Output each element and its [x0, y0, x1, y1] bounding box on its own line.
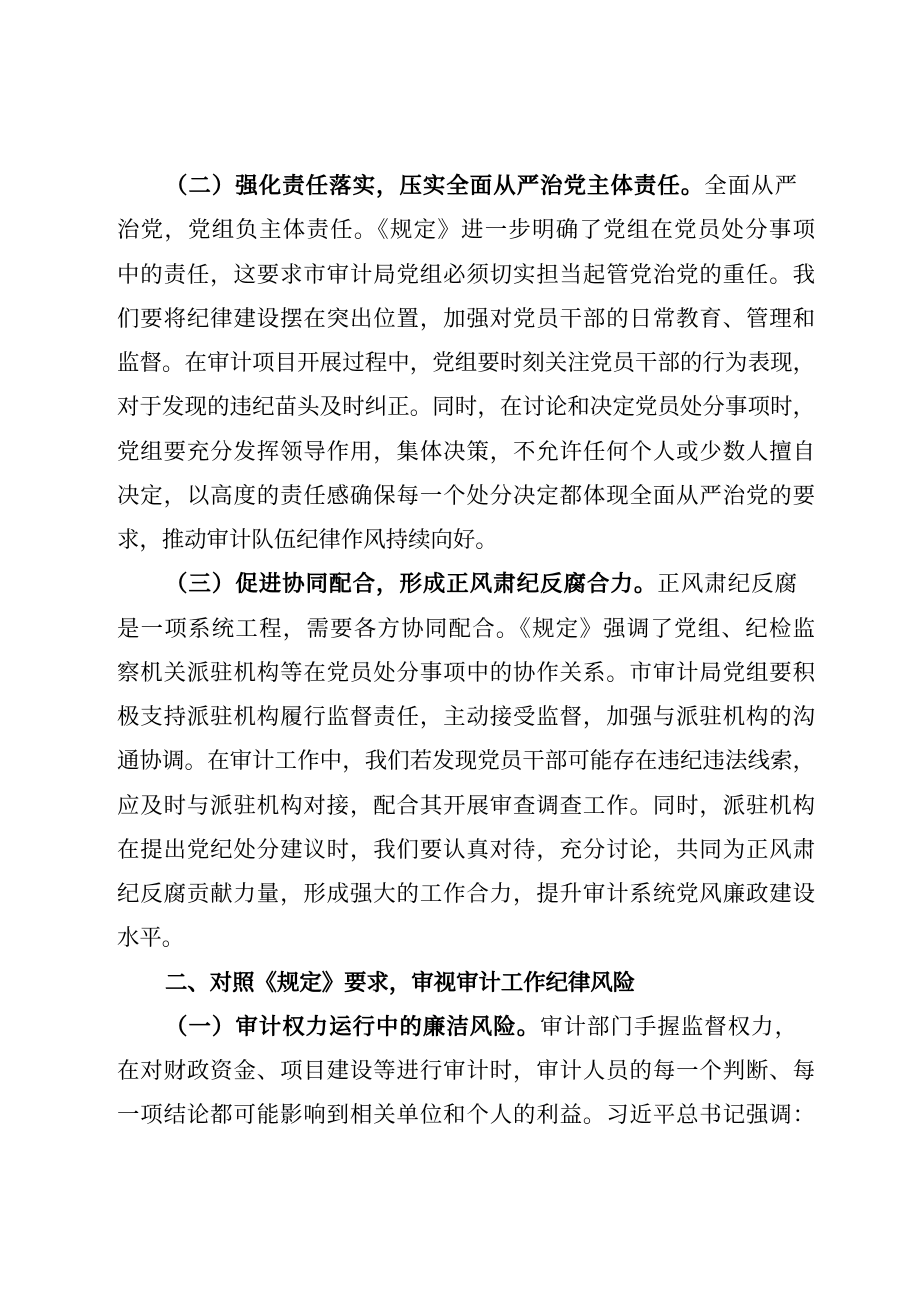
paragraph-line [117, 1049, 815, 1093]
paragraph-line [117, 430, 815, 474]
paragraph-line [117, 208, 815, 252]
line-text: 对于发现的违纪苗头及时纠正。同时，在讨论和决定党员处分事项时， [117, 394, 815, 420]
line-text: 治党，党组负主体责任。《规定》进一步明确了党组在党员处分事项 [117, 217, 815, 243]
paragraph-line [117, 651, 815, 695]
paragraph-line [117, 297, 815, 341]
paragraph-line [117, 872, 815, 916]
paragraph-subsection-1 [117, 1005, 815, 1138]
line-text: 中的责任，这要求市审计局党组必须切实担当起管党治党的重任。我 [117, 261, 815, 287]
paragraph-line [117, 739, 815, 783]
line-text: 是一项系统工程，需要各方协同配合。《规定》强调了党组、纪检监 [117, 615, 815, 641]
paragraph-line [117, 341, 815, 385]
section-heading: 二、对照《规定》要求，审视审计工作纪律风险 [165, 969, 636, 995]
paragraph-line [117, 695, 815, 739]
line-text: 决定，以高度的责任感确保每一个处分决定都体现全面从严治党的要 [117, 482, 815, 508]
bold-lead-sentence: （一）审计权力运行中的廉洁风险。 [165, 1013, 541, 1039]
line-text: 全面从严 [704, 173, 798, 198]
paragraph-line [117, 1093, 815, 1137]
line-text: 极支持派驻机构履行监督责任，主动接受监督，加强与派驻机构的沟 [117, 704, 815, 729]
paragraph-line [117, 828, 815, 872]
line-text: 监督。在审计项目开展过程中，党组要时刻关注党员干部的行为表现， [117, 350, 815, 375]
document-page [117, 164, 815, 1138]
paragraph-line [117, 562, 797, 606]
paragraph-line [117, 474, 815, 518]
paragraph-section-2 [117, 164, 815, 562]
paragraph-line [117, 518, 815, 562]
line-text: 纪反腐贡献力量，形成强大的工作合力，提升审计系统党风廉政建设 [117, 881, 815, 906]
line-text: 们要将纪律建设摆在突出位置，加强对党员干部的日常教育、管理和 [117, 305, 815, 331]
line-text: 求，推动审计队伍纪律作风持续向好。 [117, 527, 498, 552]
bold-lead-sentence: （三）促进协同配合，形成正风肃纪反腐合力。 [165, 571, 658, 597]
paragraph-line [117, 164, 797, 208]
line-text: 在提出党纪处分建议时，我们要认真对待，充分讨论，共同为正风肃 [117, 836, 815, 862]
paragraph-line [117, 916, 815, 960]
bold-lead-sentence: （二）强化责任落实，压实全面从严治党主体责任。 [165, 173, 705, 198]
line-text: 通协调。在审计工作中，我们若发现党员干部可能存在违纪违法线索， [117, 748, 815, 774]
line-text: 一项结论都可能影响到相关单位和个人的利益。习近平总书记强调： [117, 1102, 815, 1128]
paragraph-line [117, 385, 815, 429]
paragraph-line [117, 607, 815, 651]
line-text: 应及时与派驻机构对接，配合其开展审查调查工作。同时，派驻机构 [117, 792, 815, 818]
line-text: 在对财政资金、项目建设等进行审计时，审计人员的每一个判断、每 [117, 1058, 815, 1083]
line-text: 党组要充分发挥领导作用，集体决策，不允许任何个人或少数人擅自 [117, 438, 815, 464]
line-text: 水平。 [117, 925, 185, 951]
paragraph-line [117, 1005, 797, 1049]
line-text: 审计部门手握监督权力， [540, 1013, 798, 1039]
line-text: 正风肃纪反腐 [657, 571, 798, 597]
line-text: 察机关派驻机构等在党员处分事项中的协作关系。市审计局党组要积 [117, 659, 815, 685]
paragraph-line [117, 253, 815, 297]
paragraph-line [117, 784, 815, 828]
paragraph-section-3 [117, 562, 815, 960]
